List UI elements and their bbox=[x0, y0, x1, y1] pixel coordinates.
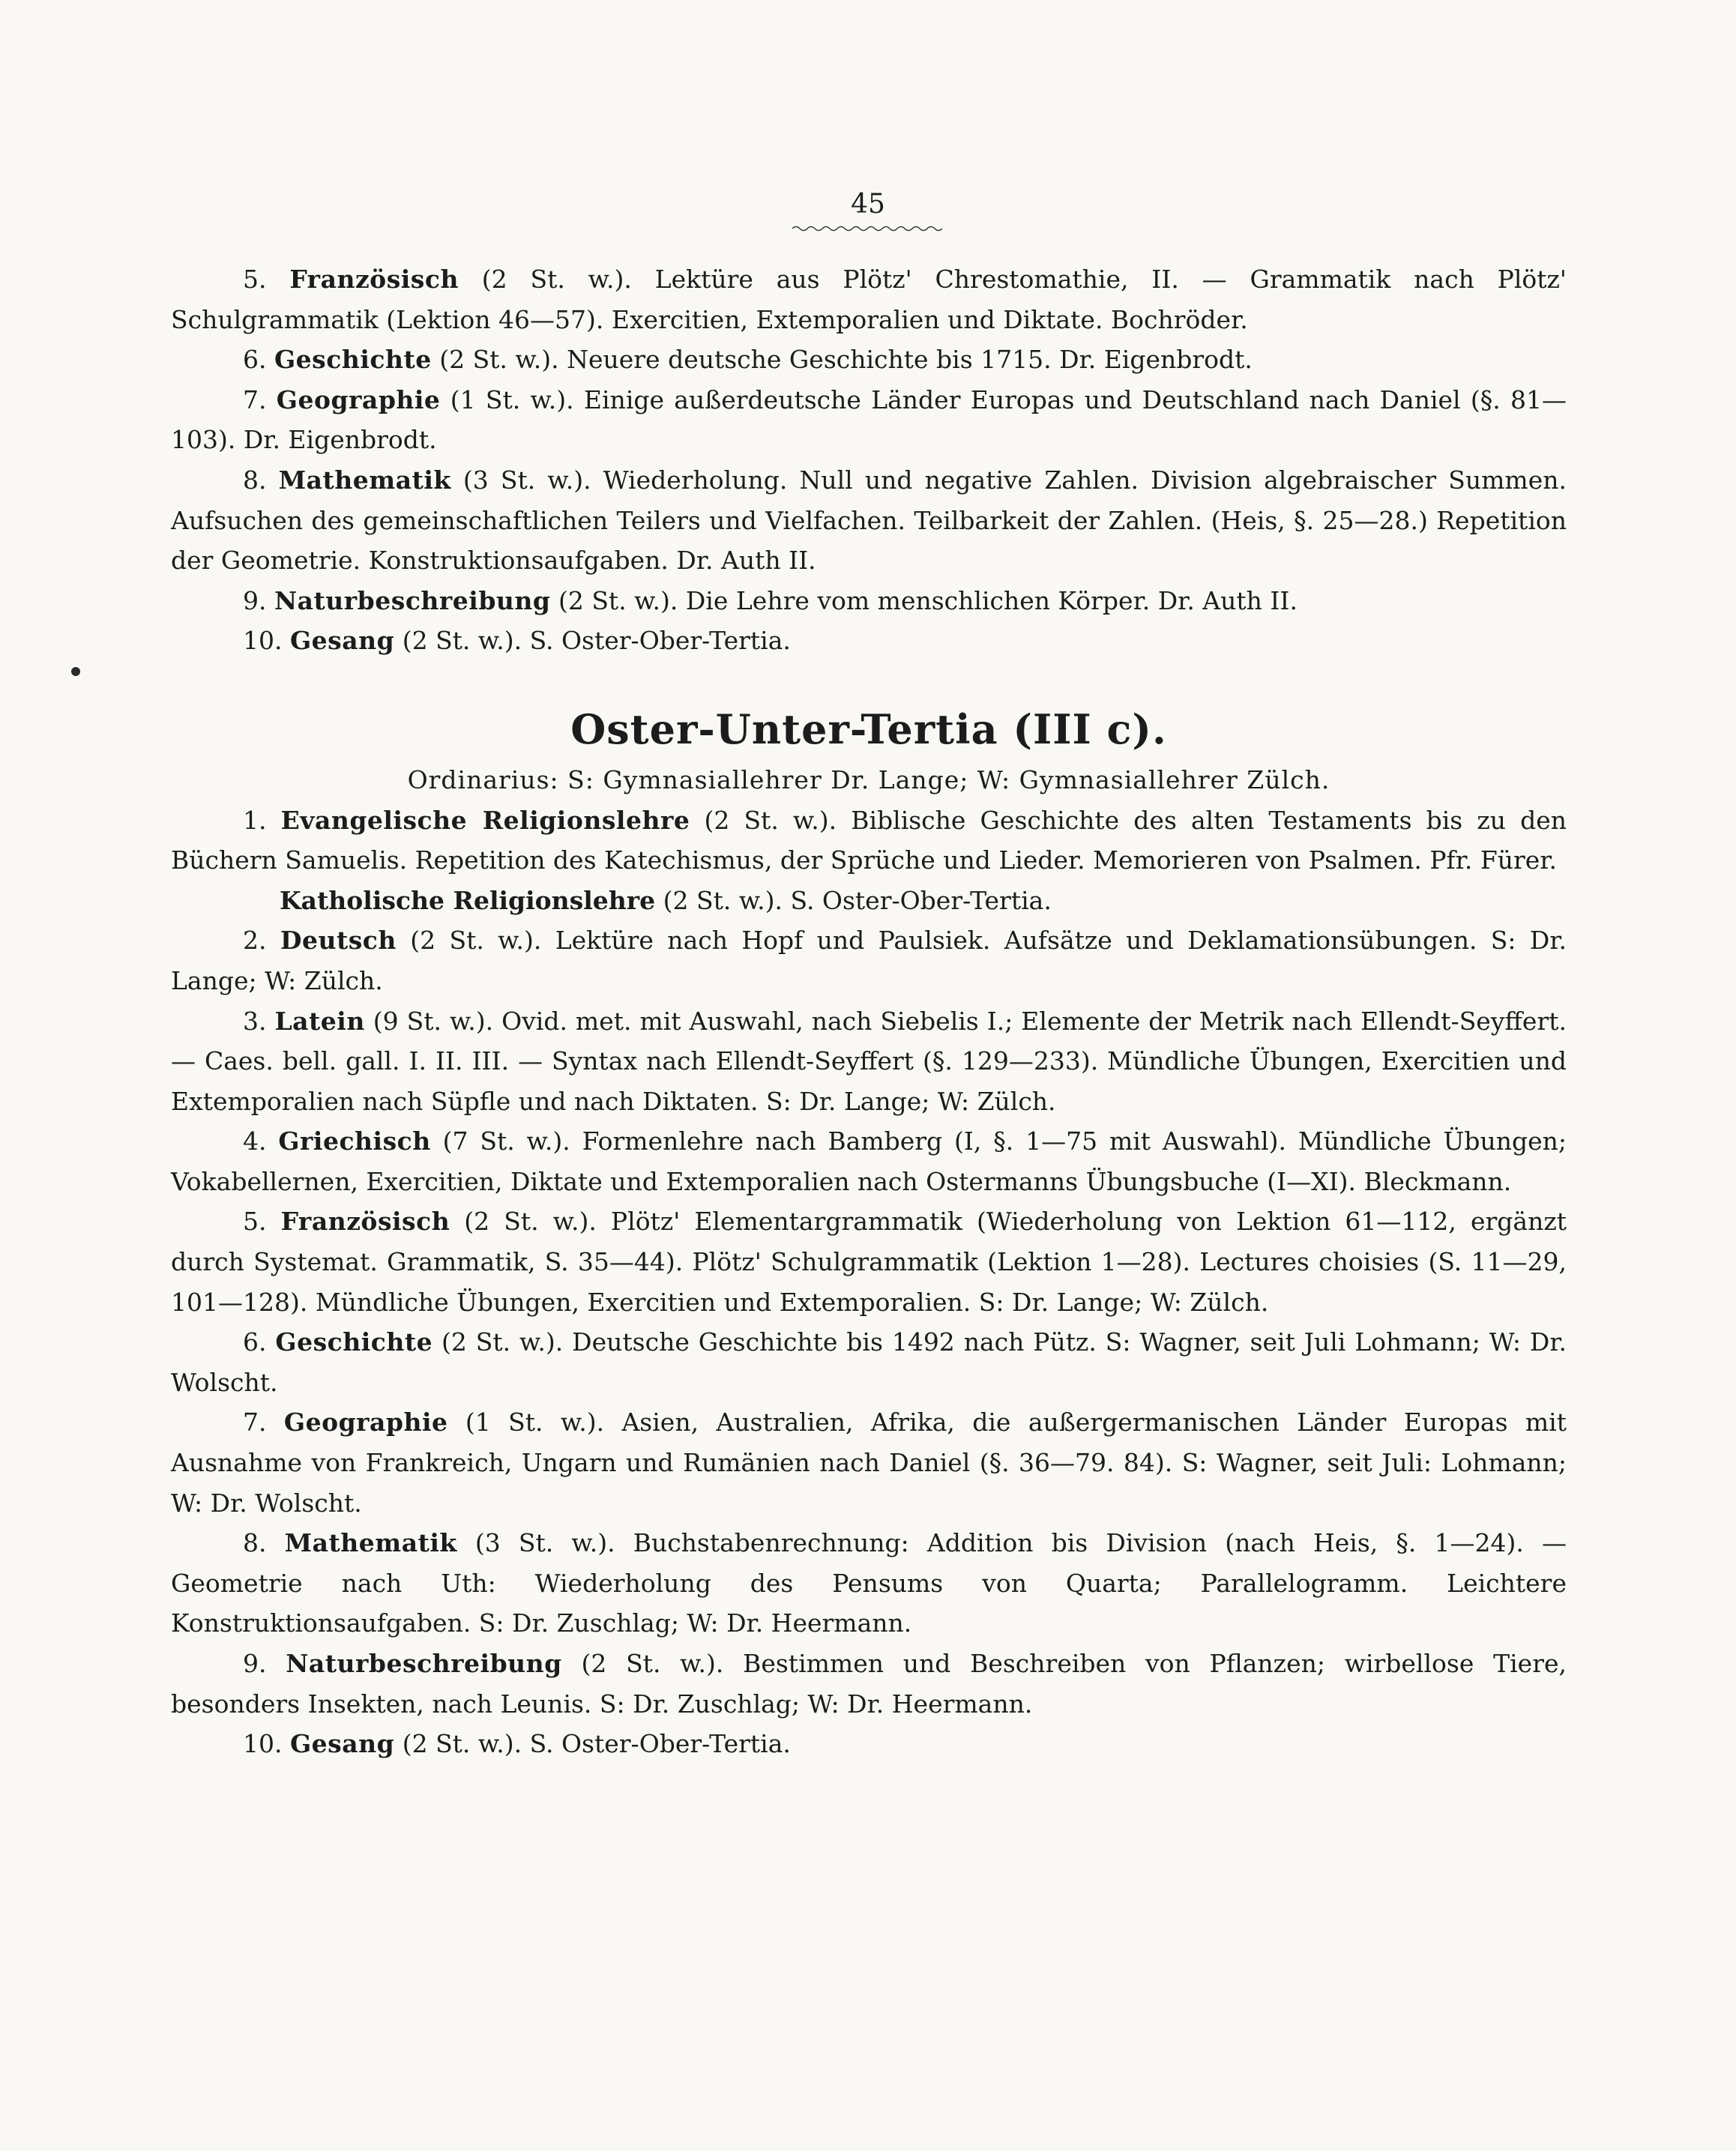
course-item bbox=[171, 1121, 1567, 1201]
item-text: (2 St. w.). S. Oster-Ober-Tertia. bbox=[663, 885, 1052, 915]
item-number: 1. bbox=[243, 805, 267, 835]
course-item bbox=[171, 1644, 1567, 1724]
subject-name: Naturbeschreibung bbox=[274, 585, 551, 615]
item-text: (1 St. w.). Einige außerdeutsche Länder Europas und Deutschland nach Daniel (§. 81—103). Dr. Eigenbrodt. bbox=[171, 384, 1567, 455]
item-number: 8. bbox=[243, 1528, 267, 1558]
item-text: (9 St. w.). Ovid. met. mit Auswahl, nach Siebelis I.; Elemente der Metrik nach Ellendt-Seyffert. — Caes. bell. gall. I. II. III. — Syntax nach Ellendt-Seyffert (§. 129—233). Mündliche Übungen, Exercitien und Extemporalien nach Süpfle und nach Diktaten. S: Dr. Lange; W: Zülch. bbox=[171, 1006, 1567, 1116]
ordinarius-line: Ordinarius: S: Gymnasiallehrer Dr. Lange; W: Gymnasiallehrer Zülch. bbox=[407, 764, 1330, 794]
course-item bbox=[171, 1523, 1567, 1644]
subject-name: Mathematik bbox=[284, 1528, 457, 1558]
subject-name: Gesang bbox=[289, 626, 395, 656]
item-number: 7. bbox=[243, 1408, 267, 1437]
item-text: (2 St. w.). S. Oster-Ober-Tertia. bbox=[402, 1729, 791, 1759]
subject-name: Naturbeschreibung bbox=[286, 1649, 562, 1678]
course-item bbox=[171, 800, 1567, 881]
section-title: Oster-Unter-Tertia (III c). bbox=[570, 705, 1167, 753]
item-text: (2 St. w.). Deutsche Geschichte bis 1492 nach Pütz. S: Wagner, seit Juli Lohmann; W: Dr. Wolscht. bbox=[171, 1327, 1567, 1397]
subject-name: Französisch bbox=[289, 265, 459, 294]
item-number: 4. bbox=[243, 1126, 267, 1156]
subject-name: Geschichte bbox=[274, 345, 432, 375]
item-number: 10. bbox=[243, 1729, 283, 1759]
item-number: 2. bbox=[243, 926, 267, 956]
item-text: (2 St. w.). Lektüre nach Hopf und Paulsiek. Aufsätze und Deklamationsübungen. S: Dr. Lange; W: Zülch. bbox=[171, 926, 1567, 995]
item-number: 9. bbox=[243, 585, 267, 615]
item-text: (2 St. w.). Neuere deutsche Geschichte bis 1715. Dr. Eigenbrodt. bbox=[439, 345, 1253, 375]
page-number: 45 bbox=[851, 189, 885, 220]
course-item bbox=[171, 1201, 1567, 1322]
subject-name: Geschichte bbox=[275, 1327, 433, 1357]
course-item bbox=[171, 581, 1567, 621]
page-content bbox=[171, 259, 1567, 1764]
item-text: (2 St. w.). Plötz' Elementargrammatik (Wiederholung von Lektion 61—112, ergänzt durch Systemat. Grammatik, S. 35—44). Plötz' Schulgrammatik (Lektion 1—28). Lectures choisies (S. 11—29, 101—128). Mündliche Übungen, Exercitien und Extemporalien. S: Dr. Lange; W: Zülch. bbox=[171, 1207, 1567, 1317]
subject-name: Latein bbox=[274, 1006, 365, 1036]
course-item bbox=[171, 881, 1567, 921]
course-item bbox=[171, 920, 1567, 1001]
subject-name: Katholische Religionslehre bbox=[280, 885, 656, 915]
course-item bbox=[171, 380, 1567, 460]
item-number: 7. bbox=[243, 384, 267, 414]
item-text: (7 St. w.). Formenlehre nach Bamberg (I, §. 1—75 mit Auswahl). Mündliche Übungen; Vokabellernen, Exercitien, Diktate und Extemporalien nach Ostermanns Übungsbuche (I—XI). Bleckmann. bbox=[171, 1126, 1567, 1196]
item-number: 5. bbox=[243, 1207, 267, 1237]
item-text: (2 St. w.). Lektüre aus Plötz' Chrestomathie, II. — Grammatik nach Plötz' Schulgrammatik (Lektion 46—57). Exercitien, Extemporalien und Diktate. Bochröder. bbox=[171, 265, 1567, 334]
subject-name: Mathematik bbox=[278, 465, 451, 495]
decorative-wavy-rule bbox=[792, 225, 942, 232]
item-text: (2 St. w.). S. Oster-Ober-Tertia. bbox=[402, 626, 791, 656]
subject-name: Griechisch bbox=[278, 1126, 431, 1156]
subject-name: Gesang bbox=[289, 1729, 395, 1759]
item-number: 5. bbox=[243, 265, 267, 294]
item-text: (3 St. w.). Wiederholung. Null und negative Zahlen. Division algebraischer Summen. Aufsuchen des gemeinschaftlichen Teilers und Vielfachen. Teilbarkeit der Zahlen. (Heis, §. 25—28.) Repetition der Geometrie. Konstruktionsaufgaben. Dr. Auth II. bbox=[171, 465, 1567, 576]
item-number: 6. bbox=[243, 1327, 267, 1357]
ink-dot bbox=[71, 667, 80, 676]
item-number: 3. bbox=[243, 1006, 267, 1036]
course-item bbox=[171, 340, 1567, 380]
course-item bbox=[171, 1322, 1567, 1402]
subject-name: Geographie bbox=[276, 384, 441, 414]
item-text: (2 St. w.). Bestimmen und Beschreiben von Pflanzen; wirbellose Tiere, besonders Insekten, nach Leunis. S: Dr. Zuschlag; W: Dr. Heermann. bbox=[171, 1649, 1567, 1719]
item-number: 10. bbox=[243, 626, 283, 656]
course-item bbox=[171, 1001, 1567, 1122]
course-item bbox=[171, 1724, 1567, 1764]
subject-name: Französisch bbox=[280, 1207, 450, 1237]
item-number: 9. bbox=[243, 1649, 267, 1678]
item-text: (1 St. w.). Asien, Australien, Afrika, die außergermanischen Länder Europas mit Ausnahme von Frankreich, Ungarn und Rumänien nach Daniel (§. 36—79. 84). S: Wagner, seit Juli: Lohmann; W: Dr. Wolscht. bbox=[171, 1408, 1567, 1518]
course-item bbox=[171, 259, 1567, 340]
subject-name: Geographie bbox=[283, 1408, 448, 1437]
item-number: 8. bbox=[243, 465, 267, 495]
subject-name: Deutsch bbox=[280, 926, 397, 956]
course-item bbox=[171, 1402, 1567, 1523]
course-item bbox=[171, 621, 1567, 661]
course-item bbox=[171, 460, 1567, 581]
subject-name: Evangelische Religionslehre bbox=[280, 805, 690, 835]
item-text: (3 St. w.). Buchstabenrechnung: Addition bis Division (nach Heis, §. 1—24). — Geometrie nach Uth: Wiederholung des Pensums von Quarta; Parallelogramm. Leichtere Konstruktionsaufgaben. S: Dr. Zuschlag; W: Dr. Heermann. bbox=[171, 1528, 1567, 1638]
item-text: (2 St. w.). Biblische Geschichte des alten Testaments bis zu den Büchern Samuelis. Repetition des Katechismus, der Sprüche und Lieder. Memorieren von Psalmen. Pfr. Fürer. bbox=[171, 805, 1567, 875]
item-number: 6. bbox=[243, 345, 267, 375]
item-text: (2 St. w.). Die Lehre vom menschlichen Körper. Dr. Auth II. bbox=[558, 585, 1298, 615]
